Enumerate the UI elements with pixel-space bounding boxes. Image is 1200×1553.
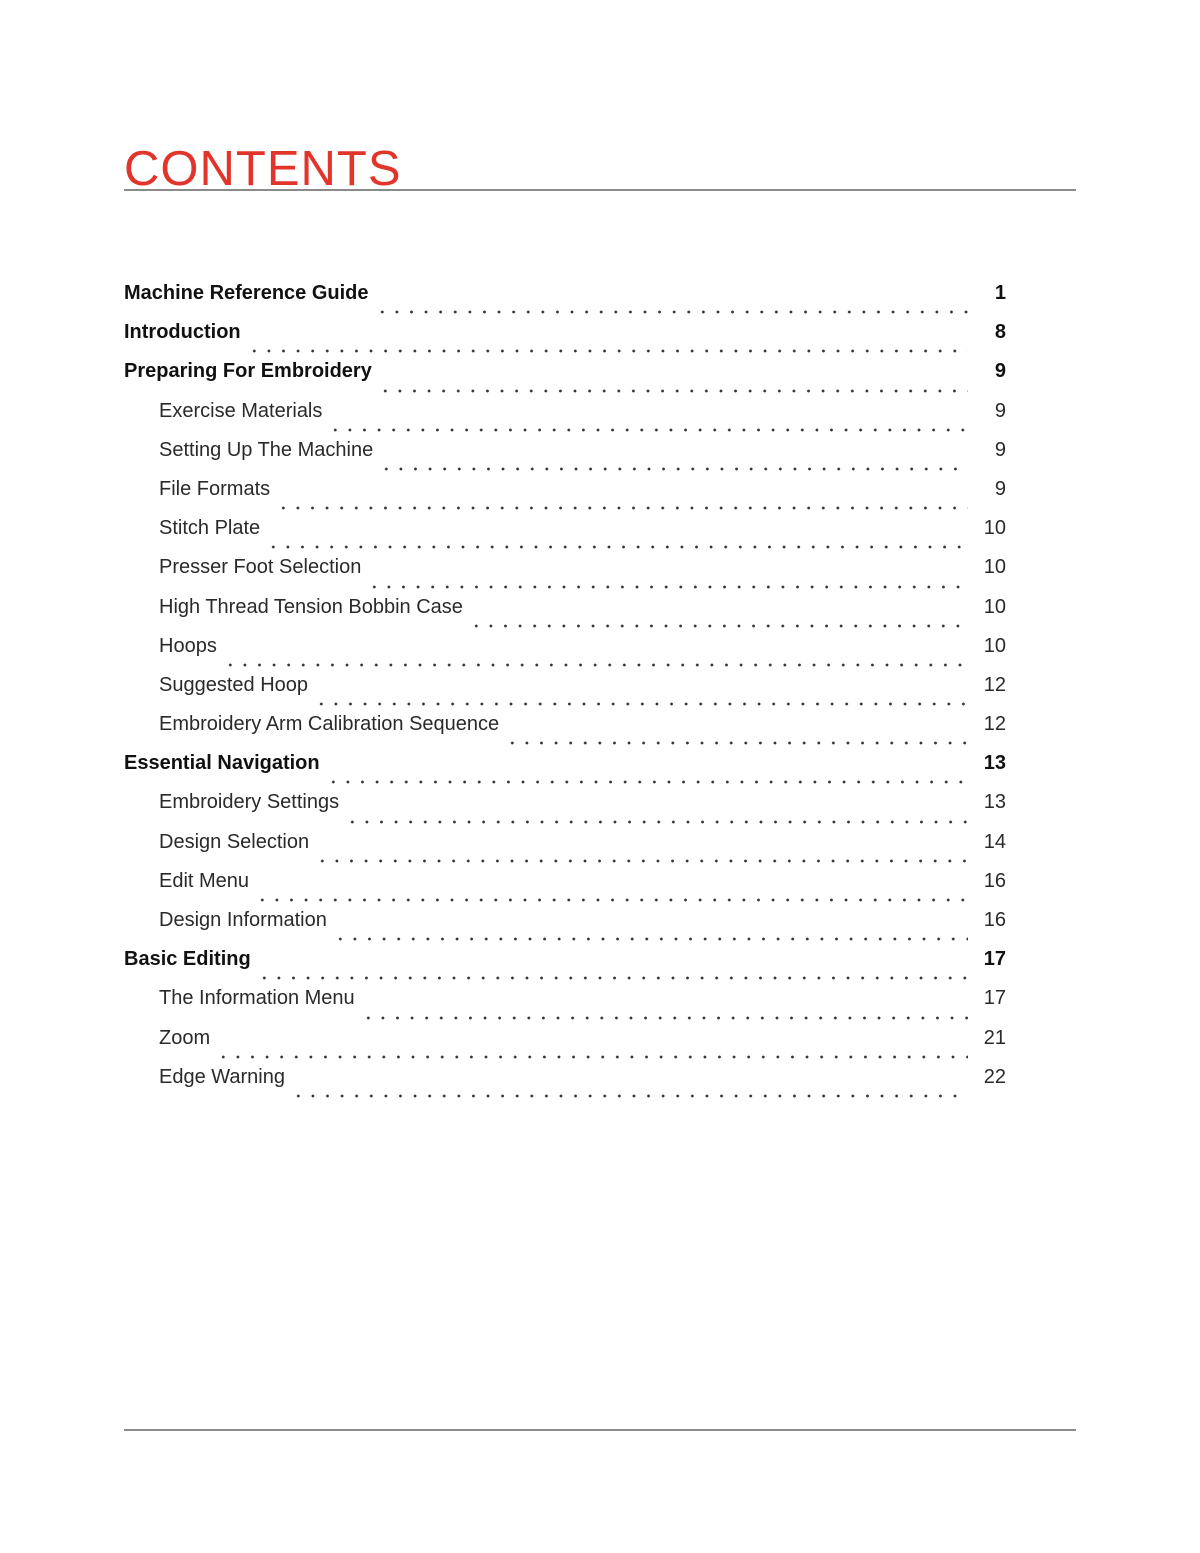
toc-entry-page-number: 9 bbox=[994, 477, 1006, 500]
dot-leader bbox=[315, 846, 968, 866]
toc-entry-page-number: 21 bbox=[983, 1026, 1006, 1049]
toc-entry-label: Machine Reference Guide bbox=[124, 282, 369, 304]
toc-entry[interactable] bbox=[124, 596, 1006, 635]
page-title: CONTENTS bbox=[124, 141, 402, 196]
toc-entry[interactable] bbox=[124, 752, 1006, 791]
dot-leader bbox=[276, 493, 968, 513]
toc-entry[interactable] bbox=[124, 948, 1006, 987]
dot-leader bbox=[257, 963, 968, 983]
dot-leader bbox=[291, 1081, 968, 1101]
toc-entry[interactable] bbox=[124, 791, 1006, 830]
toc-entry[interactable] bbox=[124, 360, 1006, 399]
dot-leader bbox=[505, 728, 968, 748]
toc-entry-page-number: 8 bbox=[994, 321, 1006, 344]
toc-entry[interactable] bbox=[124, 1066, 1006, 1105]
toc-entry-page-number: 12 bbox=[983, 673, 1006, 696]
dot-leader bbox=[379, 454, 968, 474]
dot-leader bbox=[216, 1042, 968, 1062]
toc-entry-page-number: 16 bbox=[983, 869, 1006, 892]
toc-entry-label: Exercise Materials bbox=[159, 399, 323, 422]
toc-entry[interactable] bbox=[124, 321, 1006, 360]
toc-entry-page-number: 10 bbox=[983, 595, 1006, 618]
dot-leader bbox=[361, 1003, 968, 1023]
toc-entry-page-number: 9 bbox=[994, 399, 1006, 422]
toc-entry-label: Suggested Hoop bbox=[159, 673, 309, 696]
dot-leader bbox=[223, 650, 968, 670]
toc-entry-page-number: 10 bbox=[983, 556, 1006, 579]
toc-entry-label: Basic Editing bbox=[124, 948, 251, 971]
toc-entry-page-number: 13 bbox=[983, 791, 1006, 814]
toc-entry-label: Edit Menu bbox=[159, 869, 250, 892]
toc-entry-label: Preparing For Embroidery bbox=[124, 360, 372, 383]
toc-entry-label: Zoom bbox=[159, 1026, 211, 1049]
dot-leader bbox=[255, 885, 968, 905]
toc-entry[interactable] bbox=[124, 517, 1006, 556]
dot-leader bbox=[469, 611, 968, 631]
dot-leader bbox=[333, 924, 968, 944]
dot-leader bbox=[247, 336, 968, 356]
dot-leader bbox=[378, 376, 968, 396]
toc-entry-page-number: 17 bbox=[983, 948, 1006, 971]
dot-leader bbox=[266, 532, 968, 552]
toc-entry-page-number: 13 bbox=[983, 752, 1006, 775]
toc-entry-page-number: 10 bbox=[983, 634, 1006, 657]
table-of-contents bbox=[124, 282, 1006, 1105]
toc-entry[interactable] bbox=[124, 831, 1006, 870]
toc-entry-page-number: 14 bbox=[983, 830, 1006, 853]
toc-entry[interactable] bbox=[124, 556, 1006, 595]
toc-entry-page-number: 16 bbox=[983, 909, 1006, 931]
toc-entry-label: File Formats bbox=[159, 477, 271, 500]
toc-entry-label: Embroidery Settings bbox=[159, 791, 340, 814]
toc-entry[interactable] bbox=[124, 987, 1006, 1026]
dot-leader bbox=[367, 572, 968, 592]
dot-leader bbox=[375, 297, 968, 317]
toc-entry-label: Setting Up The Machine bbox=[159, 438, 374, 461]
dot-leader bbox=[328, 415, 968, 435]
toc-entry-label: Edge Warning bbox=[159, 1065, 285, 1088]
toc-entry[interactable] bbox=[124, 400, 1006, 439]
toc-entry-page-number: 9 bbox=[994, 360, 1006, 383]
toc-entry-page-number: 1 bbox=[994, 282, 1006, 304]
toc-entry[interactable] bbox=[124, 1027, 1006, 1066]
dot-leader bbox=[314, 689, 968, 709]
toc-entry-label: Stitch Plate bbox=[159, 517, 261, 540]
toc-entry[interactable] bbox=[124, 282, 1006, 321]
toc-entry[interactable] bbox=[124, 478, 1006, 517]
toc-entry[interactable] bbox=[124, 635, 1006, 674]
toc-entry-page-number: 10 bbox=[983, 517, 1006, 540]
toc-entry[interactable] bbox=[124, 713, 1006, 752]
toc-entry[interactable] bbox=[124, 909, 1006, 948]
toc-entry-label: Essential Navigation bbox=[124, 752, 320, 775]
toc-entry-label: Design Information bbox=[159, 909, 327, 931]
toc-entry-page-number: 22 bbox=[983, 1065, 1006, 1088]
toc-entry-label: Presser Foot Selection bbox=[159, 556, 362, 579]
dot-leader bbox=[326, 767, 968, 787]
toc-entry-page-number: 12 bbox=[983, 713, 1006, 736]
toc-entry-label: Hoops bbox=[159, 634, 217, 657]
toc-entry-label: High Thread Tension Bobbin Case bbox=[159, 595, 463, 618]
toc-entry-label: Introduction bbox=[124, 321, 241, 344]
dot-leader bbox=[345, 807, 968, 827]
top-divider bbox=[124, 189, 1076, 191]
toc-entry[interactable] bbox=[124, 870, 1006, 909]
bottom-divider bbox=[124, 1429, 1076, 1431]
toc-entry-label: Embroidery Arm Calibration Sequence bbox=[159, 713, 500, 736]
toc-entry-label: Design Selection bbox=[159, 830, 310, 853]
toc-entry-label: The Information Menu bbox=[159, 987, 355, 1010]
toc-entry-page-number: 17 bbox=[983, 987, 1006, 1010]
toc-entry[interactable] bbox=[124, 439, 1006, 478]
toc-entry[interactable] bbox=[124, 674, 1006, 713]
toc-entry-page-number: 9 bbox=[994, 438, 1006, 461]
